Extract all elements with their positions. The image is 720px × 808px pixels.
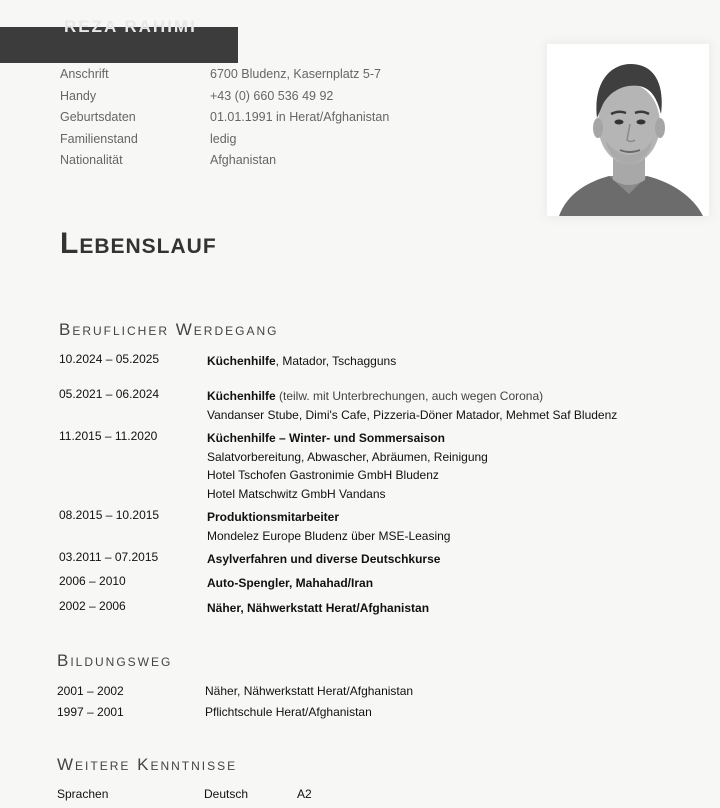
career-detail-line: Salatvorbereitung, Abwascher, Abräumen, Reinigung [207,449,488,464]
personal-value: +43 (0) 660 536 49 92 [210,88,334,103]
career-description [207,574,373,593]
personal-label: Familienstand [60,131,138,146]
profile-photo [547,44,709,216]
skills-heading: Weitere Kenntnisse [57,755,238,774]
personal-value: 01.01.1991 in Herat/Afghanistan [210,110,390,124]
career-detail-line: Mondelez Europe Bludenz über MSE-Leasing [207,528,451,543]
career-heading: Beruflicher Werdegang [59,320,279,339]
personal-label: Handy [60,88,97,103]
career-date: 2006 – 2010 [59,574,126,588]
education-date: 2001 – 2002 [57,684,124,698]
personal-value: 6700 Bludenz, Kasernplatz 5-7 [210,67,381,81]
skills-label: Sprachen [57,787,109,801]
career-description [207,352,396,371]
career-role: Auto-Spengler, Mahahad/Iran [207,576,374,590]
education-description: Pflichtschule Herat/Afghanistan [205,705,372,719]
skills-level: A2 [297,787,312,801]
career-description [207,387,617,424]
personal-label: Geburtsdaten [60,110,136,124]
skills-language: Deutsch [204,787,249,801]
personal-value: ledig [210,131,237,146]
career-role-detail: (teilw. mit Unterbrechungen, auch wegen Corona) [275,389,544,403]
career-date: 05.2021 – 06.2024 [59,387,160,401]
career-description [207,599,429,618]
career-role: Küchenhilfe [207,389,276,403]
career-date: 11.2015 – 11.2020 [59,429,158,443]
person-name: REZA RAHIMI [64,17,197,36]
name-banner [0,17,238,63]
document-title: Lebenslauf [60,227,217,260]
career-role: Näher, Nähwerkstatt Herat/Afghanistan [207,601,430,615]
personal-label: Anschrift [60,67,109,81]
career-description [207,550,440,569]
career-detail-line: Hotel Tschofen Gastronimie GmbH Bludenz [207,468,439,482]
career-date: 03.2011 – 07.2015 [59,550,159,564]
career-role: Asylverfahren und diverse Deutschkurse [207,552,441,566]
career-role: Küchenhilfe [207,354,276,368]
personal-label: Nationalität [60,153,123,167]
career-detail-line: Vandanser Stube, Dimi's Cafe, Pizzeria-Döner Matador, Mehmet Saf Bludenz [207,407,618,422]
education-heading: Bildungsweg [57,651,173,670]
career-role: Küchenhilfe – Winter- und Sommersaison [207,431,445,445]
education-date: 1997 – 2001 [57,705,124,719]
career-description [207,508,450,545]
career-date: 2002 – 2006 [59,599,126,613]
personal-value: Afghanistan [210,153,277,167]
career-role: Produktionsmitarbeiter [207,510,340,524]
career-description [207,429,488,503]
portrait-image [547,44,709,216]
career-date: 08.2015 – 10.2015 [59,508,160,522]
education-description: Näher, Nähwerkstatt Herat/Afghanistan [205,684,414,698]
career-detail-line: Hotel Matschwitz GmbH Vandans [207,486,386,501]
career-role-detail: , Matador, Tschagguns [275,354,397,368]
career-date: 10.2024 – 05.2025 [59,352,160,366]
